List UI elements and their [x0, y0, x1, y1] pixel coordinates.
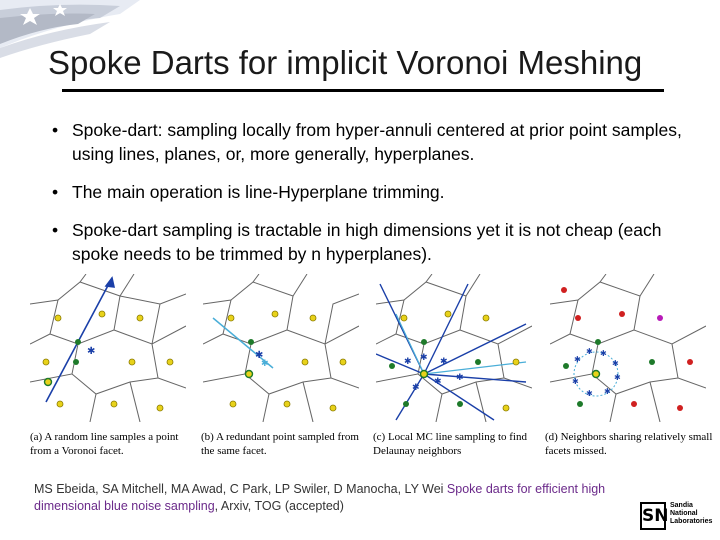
- svg-text:✱: ✱: [440, 356, 448, 366]
- sandia-logo-text: Sandia National Laboratories: [670, 502, 713, 525]
- bullet-text: Spoke-dart: sampling locally from hyper-annuli centered at prior point samples, using lines, planes, or, more generally, hyperplanes.: [72, 120, 682, 164]
- svg-text:✱: ✱: [572, 377, 579, 386]
- svg-text:✱: ✱: [612, 359, 619, 368]
- svg-text:✱: ✱: [261, 358, 269, 368]
- panel-c-diagram: [376, 274, 532, 422]
- svg-text:✱: ✱: [456, 372, 464, 382]
- svg-text:✱: ✱: [255, 350, 264, 361]
- citation-venue: , Arxiv, TOG (accepted): [214, 499, 344, 513]
- svg-text:✱: ✱: [420, 352, 428, 362]
- svg-text:✱: ✱: [614, 373, 621, 382]
- bullet-marker: •: [52, 220, 59, 240]
- panel-b-diagram: [203, 274, 359, 422]
- svg-text:✱: ✱: [604, 387, 611, 396]
- citation-paper-link[interactable]: Spoke darts for efficient high dimensional blue noise sampling: [34, 482, 606, 513]
- bullet-marker: •: [52, 182, 59, 202]
- citation-authors: MS Ebeida, SA Mitchell, MA Awad, C Park, LP Swiler, D Manocha, LY Wei: [34, 482, 447, 496]
- svg-text:✱: ✱: [574, 355, 581, 364]
- svg-text:✱: ✱: [434, 376, 442, 386]
- caption-b: (b) A redundant point sampled from the same facet.: [201, 431, 359, 457]
- bullet-text: Spoke-dart sampling is tractable in high dimensions yet it is not cheap (each spoke needs to be trimmed by n hyperplanes).: [72, 220, 662, 264]
- svg-text:✱: ✱: [600, 349, 607, 358]
- caption-a: (a) A random line samples a point from a Voronoi facet.: [30, 431, 179, 457]
- svg-text:✱: ✱: [412, 382, 420, 392]
- panel-a-diagram: [30, 274, 186, 422]
- sandia-logo: [640, 500, 718, 536]
- sandia-thunderbird-icon: SN: [640, 502, 666, 530]
- slide-title: Spoke Darts for implicit Voronoi Meshing: [48, 44, 643, 81]
- bullet-item: [52, 118, 702, 166]
- title-underline: [62, 89, 664, 92]
- caption-c: (c) Local MC line sampling to find Delaunay neighbors: [373, 431, 527, 457]
- svg-text:✱: ✱: [87, 346, 96, 357]
- panel-d-diagram: [550, 274, 706, 422]
- bullet-text: The main operation is line-Hyperplane trimming.: [72, 182, 445, 202]
- voronoi-figure: [0, 270, 720, 470]
- svg-text:✱: ✱: [586, 347, 593, 356]
- citation: [34, 481, 634, 515]
- bullet-list: [52, 118, 702, 280]
- caption-d: (d) Neighbors sharing relatively small facets missed.: [545, 431, 713, 457]
- svg-text:✱: ✱: [586, 389, 593, 398]
- svg-text:✱: ✱: [404, 356, 412, 366]
- bullet-marker: •: [52, 120, 59, 140]
- bullet-item: [52, 180, 702, 204]
- bullet-item: [52, 218, 702, 266]
